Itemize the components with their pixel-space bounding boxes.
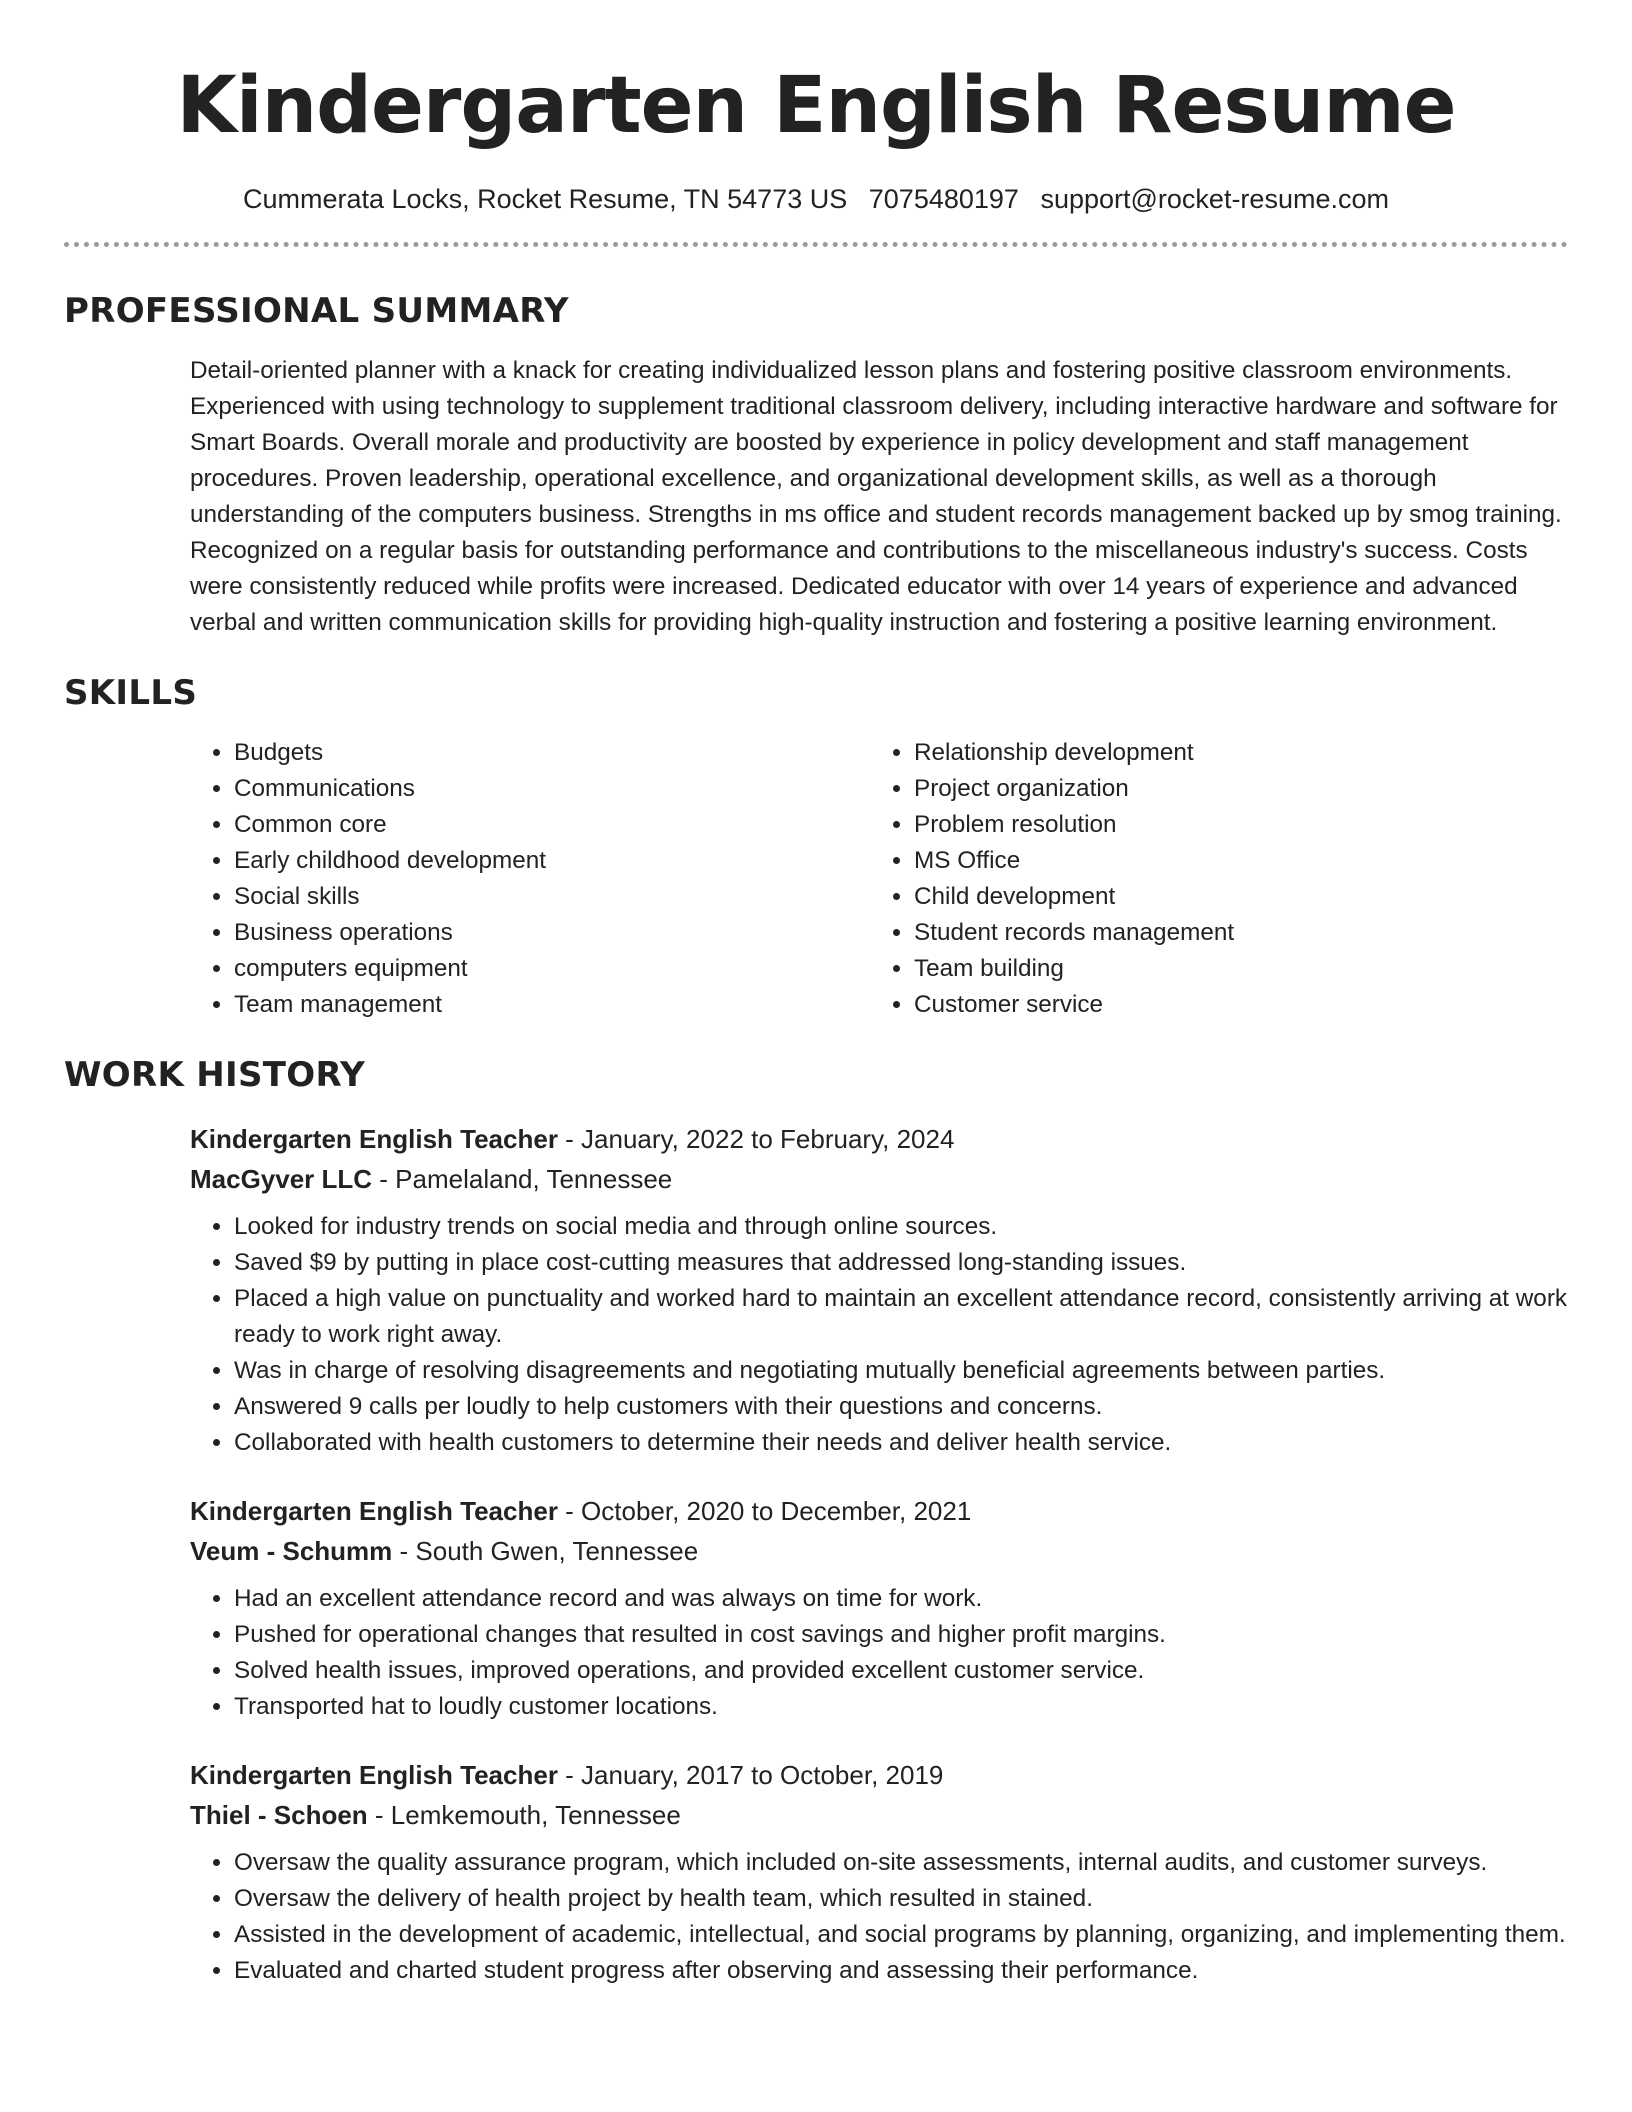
job-bullet: • Evaluated and charted student progress after observing and assessing their performance. xyxy=(234,1953,1568,1989)
skill-item: • Communications xyxy=(234,771,870,807)
skill-item: • Budgets xyxy=(234,735,870,771)
summary-text: Detail-oriented planner with a knack for creating individualized lesson plans and fostering positive classroom environments. Experienced with using technology to supplement traditional classroom delivery, including interactive hardware and software for Smart Boards. Overall morale and productivity are boosted by experience in policy development and staff management procedures. Proven leadership, operational excellence, and organizational development skills, as well as a thorough understanding of the computers business. Strengths in ms office and student records management backed up by smog training. Recognized on a regular basis for outstanding performance and contributions to the miscellaneous industry's success. Costs were consistently reduced while profits were increased. Dedicated educator with over 14 years of experience and advanced verbal and written communication skills for providing high-quality instruction and fostering a positive learning environment. xyxy=(190,357,1562,636)
skills-heading: SKILLS xyxy=(64,673,198,713)
email: support@rocket-resume.com xyxy=(1040,184,1389,214)
job-company-line xyxy=(190,1795,1568,1835)
job-entry xyxy=(190,1491,1568,1725)
job-bullet: • Saved $9 by putting in place cost-cutting measures that addressed long-standing issues. xyxy=(234,1245,1568,1281)
job-entry xyxy=(190,1755,1568,1989)
job-bullets xyxy=(190,1209,1568,1461)
skill-item: • Business operations xyxy=(234,915,870,951)
job-dates: - October, 2020 to December, 2021 xyxy=(557,1496,972,1526)
resume-title: Kindergarten English Resume xyxy=(176,61,1456,151)
job-company: Thiel - Schoen xyxy=(190,1800,368,1830)
skill-item: • MS Office xyxy=(914,843,1550,879)
contact-line xyxy=(64,182,1568,216)
address: Cummerata Locks, Rocket Resume, TN 54773 US xyxy=(243,184,848,214)
skill-item: • Project organization xyxy=(914,771,1550,807)
skill-item: • Social skills xyxy=(234,879,870,915)
job-bullet: • Solved health issues, improved operations, and provided excellent customer service. xyxy=(234,1653,1568,1689)
summary-heading: PROFESSIONAL SUMMARY xyxy=(64,291,569,331)
skill-item: • Child development xyxy=(914,879,1550,915)
job-bullet: • Assisted in the development of academic, intellectual, and social programs by planning, organizing, and implementing them. xyxy=(234,1917,1568,1953)
job-title-line xyxy=(190,1119,1568,1159)
skill-item: • Team building xyxy=(914,951,1550,987)
job-bullet: • Oversaw the quality assurance program, which included on-site assessments, internal audits, and customer surveys. xyxy=(234,1845,1568,1881)
job-dates: - January, 2022 to February, 2024 xyxy=(557,1124,955,1154)
job-dates: - January, 2017 to October, 2019 xyxy=(557,1760,944,1790)
job-role: Kindergarten English Teacher xyxy=(190,1760,558,1790)
job-bullet: • Looked for industry trends on social media and through online sources. xyxy=(234,1209,1568,1245)
job-location: - South Gwen, Tennessee xyxy=(392,1536,699,1566)
job-bullets xyxy=(190,1581,1568,1725)
job-bullet: • Was in charge of resolving disagreements and negotiating mutually beneficial agreements between parties. xyxy=(234,1353,1568,1389)
job-bullet: • Transported hat to loudly customer locations. xyxy=(234,1689,1568,1725)
skills-column-left xyxy=(190,735,870,1023)
skill-item: • Student records management xyxy=(914,915,1550,951)
skills-column-right xyxy=(870,735,1550,1023)
job-company: MacGyver LLC xyxy=(190,1164,373,1194)
job-bullet: • Placed a high value on punctuality and worked hard to maintain an excellent attendance record, consistently arriving at work ready to work right away. xyxy=(234,1281,1568,1353)
skill-item: • Customer service xyxy=(914,987,1550,1023)
work-history-heading: WORK HISTORY xyxy=(64,1055,366,1095)
job-title-line xyxy=(190,1755,1568,1795)
job-bullet: • Had an excellent attendance record and was always on time for work. xyxy=(234,1581,1568,1617)
job-company-line xyxy=(190,1159,1568,1199)
job-bullet: • Pushed for operational changes that resulted in cost savings and higher profit margins. xyxy=(234,1617,1568,1653)
job-role: Kindergarten English Teacher xyxy=(190,1496,558,1526)
job-bullet: • Collaborated with health customers to determine their needs and deliver health service. xyxy=(234,1425,1568,1461)
skill-item: • Common core xyxy=(234,807,870,843)
skill-item: • Early childhood development xyxy=(234,843,870,879)
skill-item: • computers equipment xyxy=(234,951,870,987)
phone: 7075480197 xyxy=(868,184,1019,214)
job-location: - Lemkemouth, Tennessee xyxy=(367,1800,681,1830)
skill-item: • Team management xyxy=(234,987,870,1023)
job-role: Kindergarten English Teacher xyxy=(190,1124,558,1154)
job-company-line xyxy=(190,1531,1568,1571)
skill-item: • Problem resolution xyxy=(914,807,1550,843)
job-bullet: • Oversaw the delivery of health project by health team, which resulted in stained. xyxy=(234,1881,1568,1917)
job-bullet: • Answered 9 calls per loudly to help customers with their questions and concerns. xyxy=(234,1389,1568,1425)
job-entry xyxy=(190,1119,1568,1461)
job-title-line xyxy=(190,1491,1568,1531)
job-company: Veum - Schumm xyxy=(190,1536,393,1566)
job-location: - Pamelaland, Tennessee xyxy=(372,1164,673,1194)
header-divider xyxy=(64,242,1568,247)
job-bullets xyxy=(190,1845,1568,1989)
skills-list xyxy=(190,735,1568,1023)
skill-item: • Relationship development xyxy=(914,735,1550,771)
